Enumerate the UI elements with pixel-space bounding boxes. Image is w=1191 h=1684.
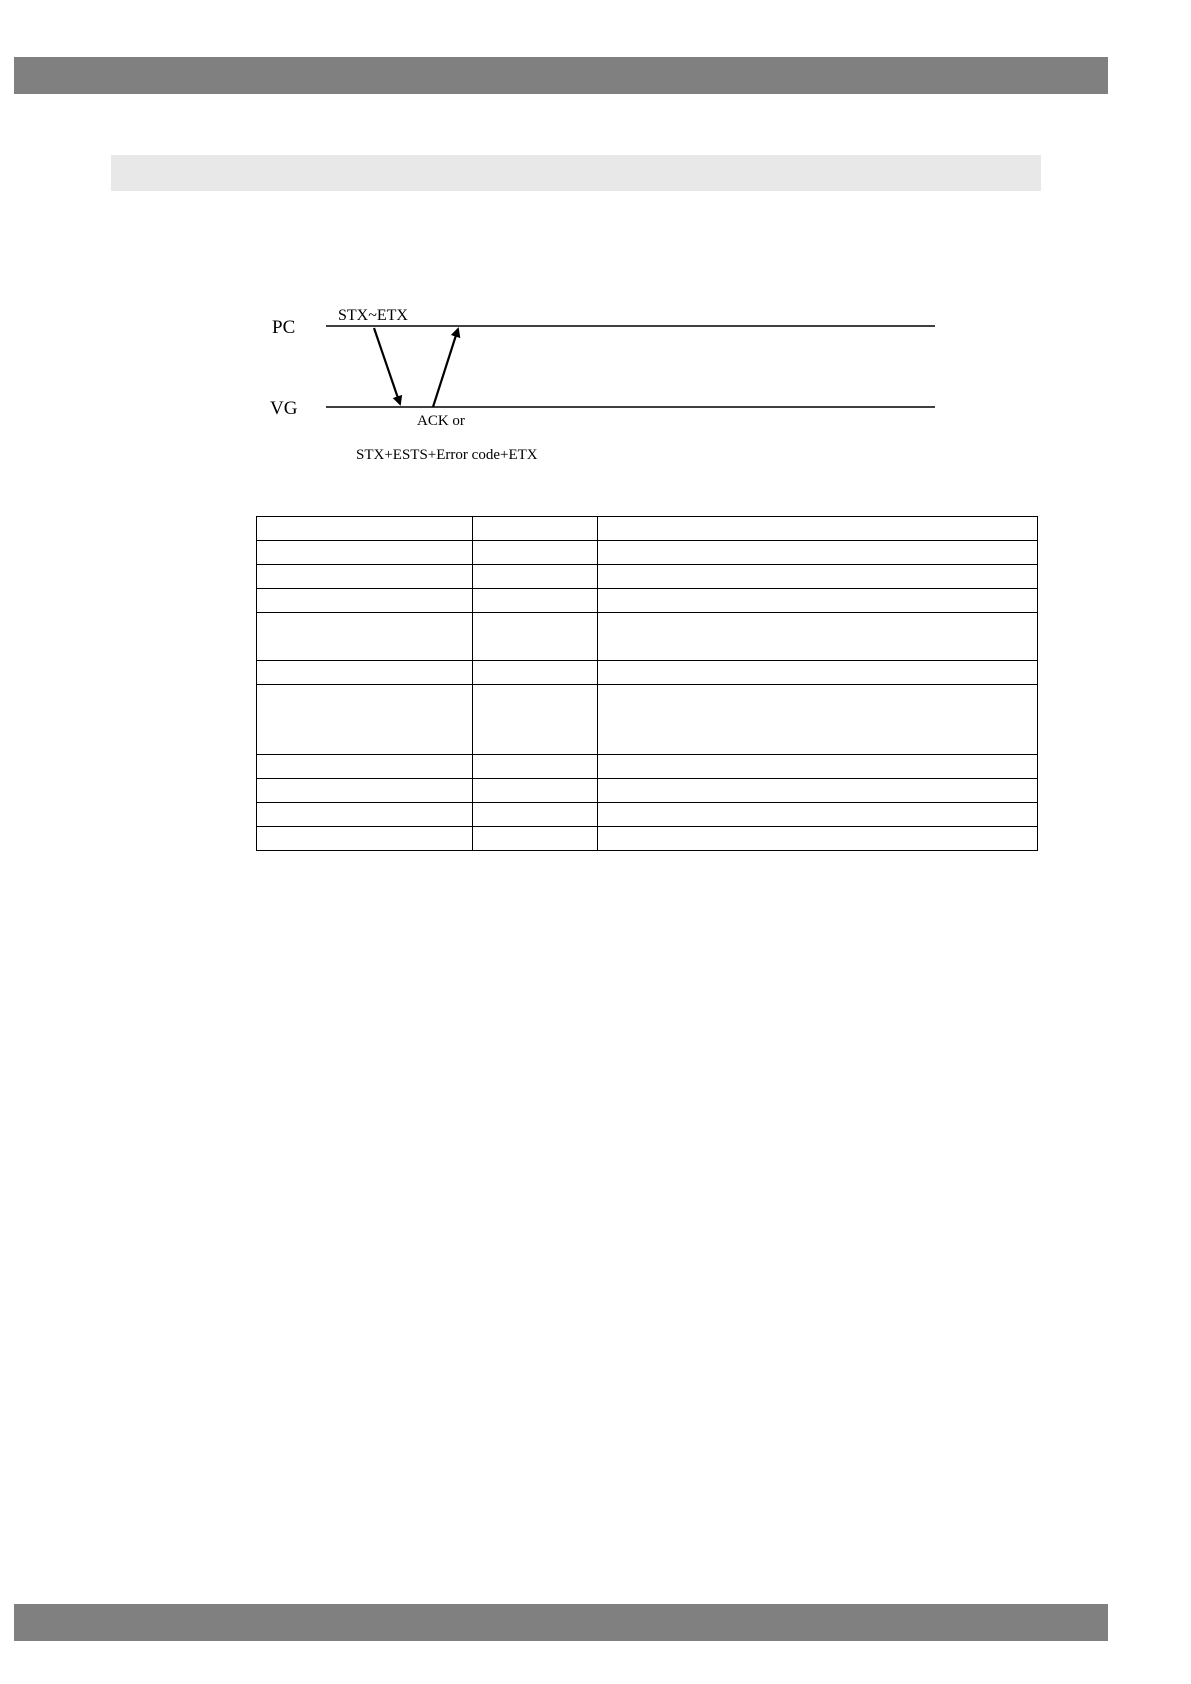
reply-arrow bbox=[433, 329, 458, 407]
table-row bbox=[257, 661, 1038, 685]
table-row bbox=[257, 517, 1038, 541]
table-cell bbox=[473, 517, 598, 541]
table-cell bbox=[473, 779, 598, 803]
table-cell bbox=[473, 589, 598, 613]
table-cell bbox=[257, 589, 473, 613]
table-row bbox=[257, 589, 1038, 613]
table-cell bbox=[473, 565, 598, 589]
table-cell bbox=[598, 589, 1038, 613]
table-row bbox=[257, 613, 1038, 661]
table-cell bbox=[598, 685, 1038, 755]
table-cell bbox=[473, 827, 598, 851]
table-row bbox=[257, 755, 1038, 779]
table-row bbox=[257, 541, 1038, 565]
table-row bbox=[257, 803, 1038, 827]
table-cell bbox=[257, 755, 473, 779]
table-cell bbox=[598, 541, 1038, 565]
table-cell bbox=[473, 685, 598, 755]
table-cell bbox=[257, 779, 473, 803]
footer-band bbox=[14, 1604, 1108, 1641]
table-cell bbox=[257, 827, 473, 851]
table-row bbox=[257, 565, 1038, 589]
table-cell bbox=[257, 803, 473, 827]
table-row bbox=[257, 779, 1038, 803]
table-cell bbox=[473, 755, 598, 779]
table-cell bbox=[598, 613, 1038, 661]
table-cell bbox=[598, 565, 1038, 589]
table-cell bbox=[473, 661, 598, 685]
table-cell bbox=[473, 803, 598, 827]
table-cell bbox=[257, 517, 473, 541]
table-cell bbox=[473, 613, 598, 661]
send-arrow bbox=[374, 328, 400, 404]
table-cell bbox=[598, 827, 1038, 851]
send-label: STX~ETX bbox=[338, 307, 408, 324]
table-cell bbox=[598, 661, 1038, 685]
reply-label-line-1: ACK or bbox=[417, 413, 465, 429]
reply-label-line-2: STX+ESTS+Error code+ETX bbox=[356, 447, 538, 463]
spec-table bbox=[256, 516, 1038, 851]
table-row bbox=[257, 827, 1038, 851]
table-cell bbox=[257, 661, 473, 685]
table-cell bbox=[598, 779, 1038, 803]
table-cell bbox=[598, 803, 1038, 827]
table-cell bbox=[473, 541, 598, 565]
table-cell bbox=[598, 755, 1038, 779]
table-cell bbox=[598, 517, 1038, 541]
pc-label: PC bbox=[272, 317, 296, 338]
table-cell bbox=[257, 541, 473, 565]
vg-label: VG bbox=[270, 398, 298, 419]
table-cell bbox=[257, 565, 473, 589]
table-row bbox=[257, 685, 1038, 755]
table-cell bbox=[257, 685, 473, 755]
table-cell bbox=[257, 613, 473, 661]
communication-sequence-diagram bbox=[0, 0, 1191, 480]
